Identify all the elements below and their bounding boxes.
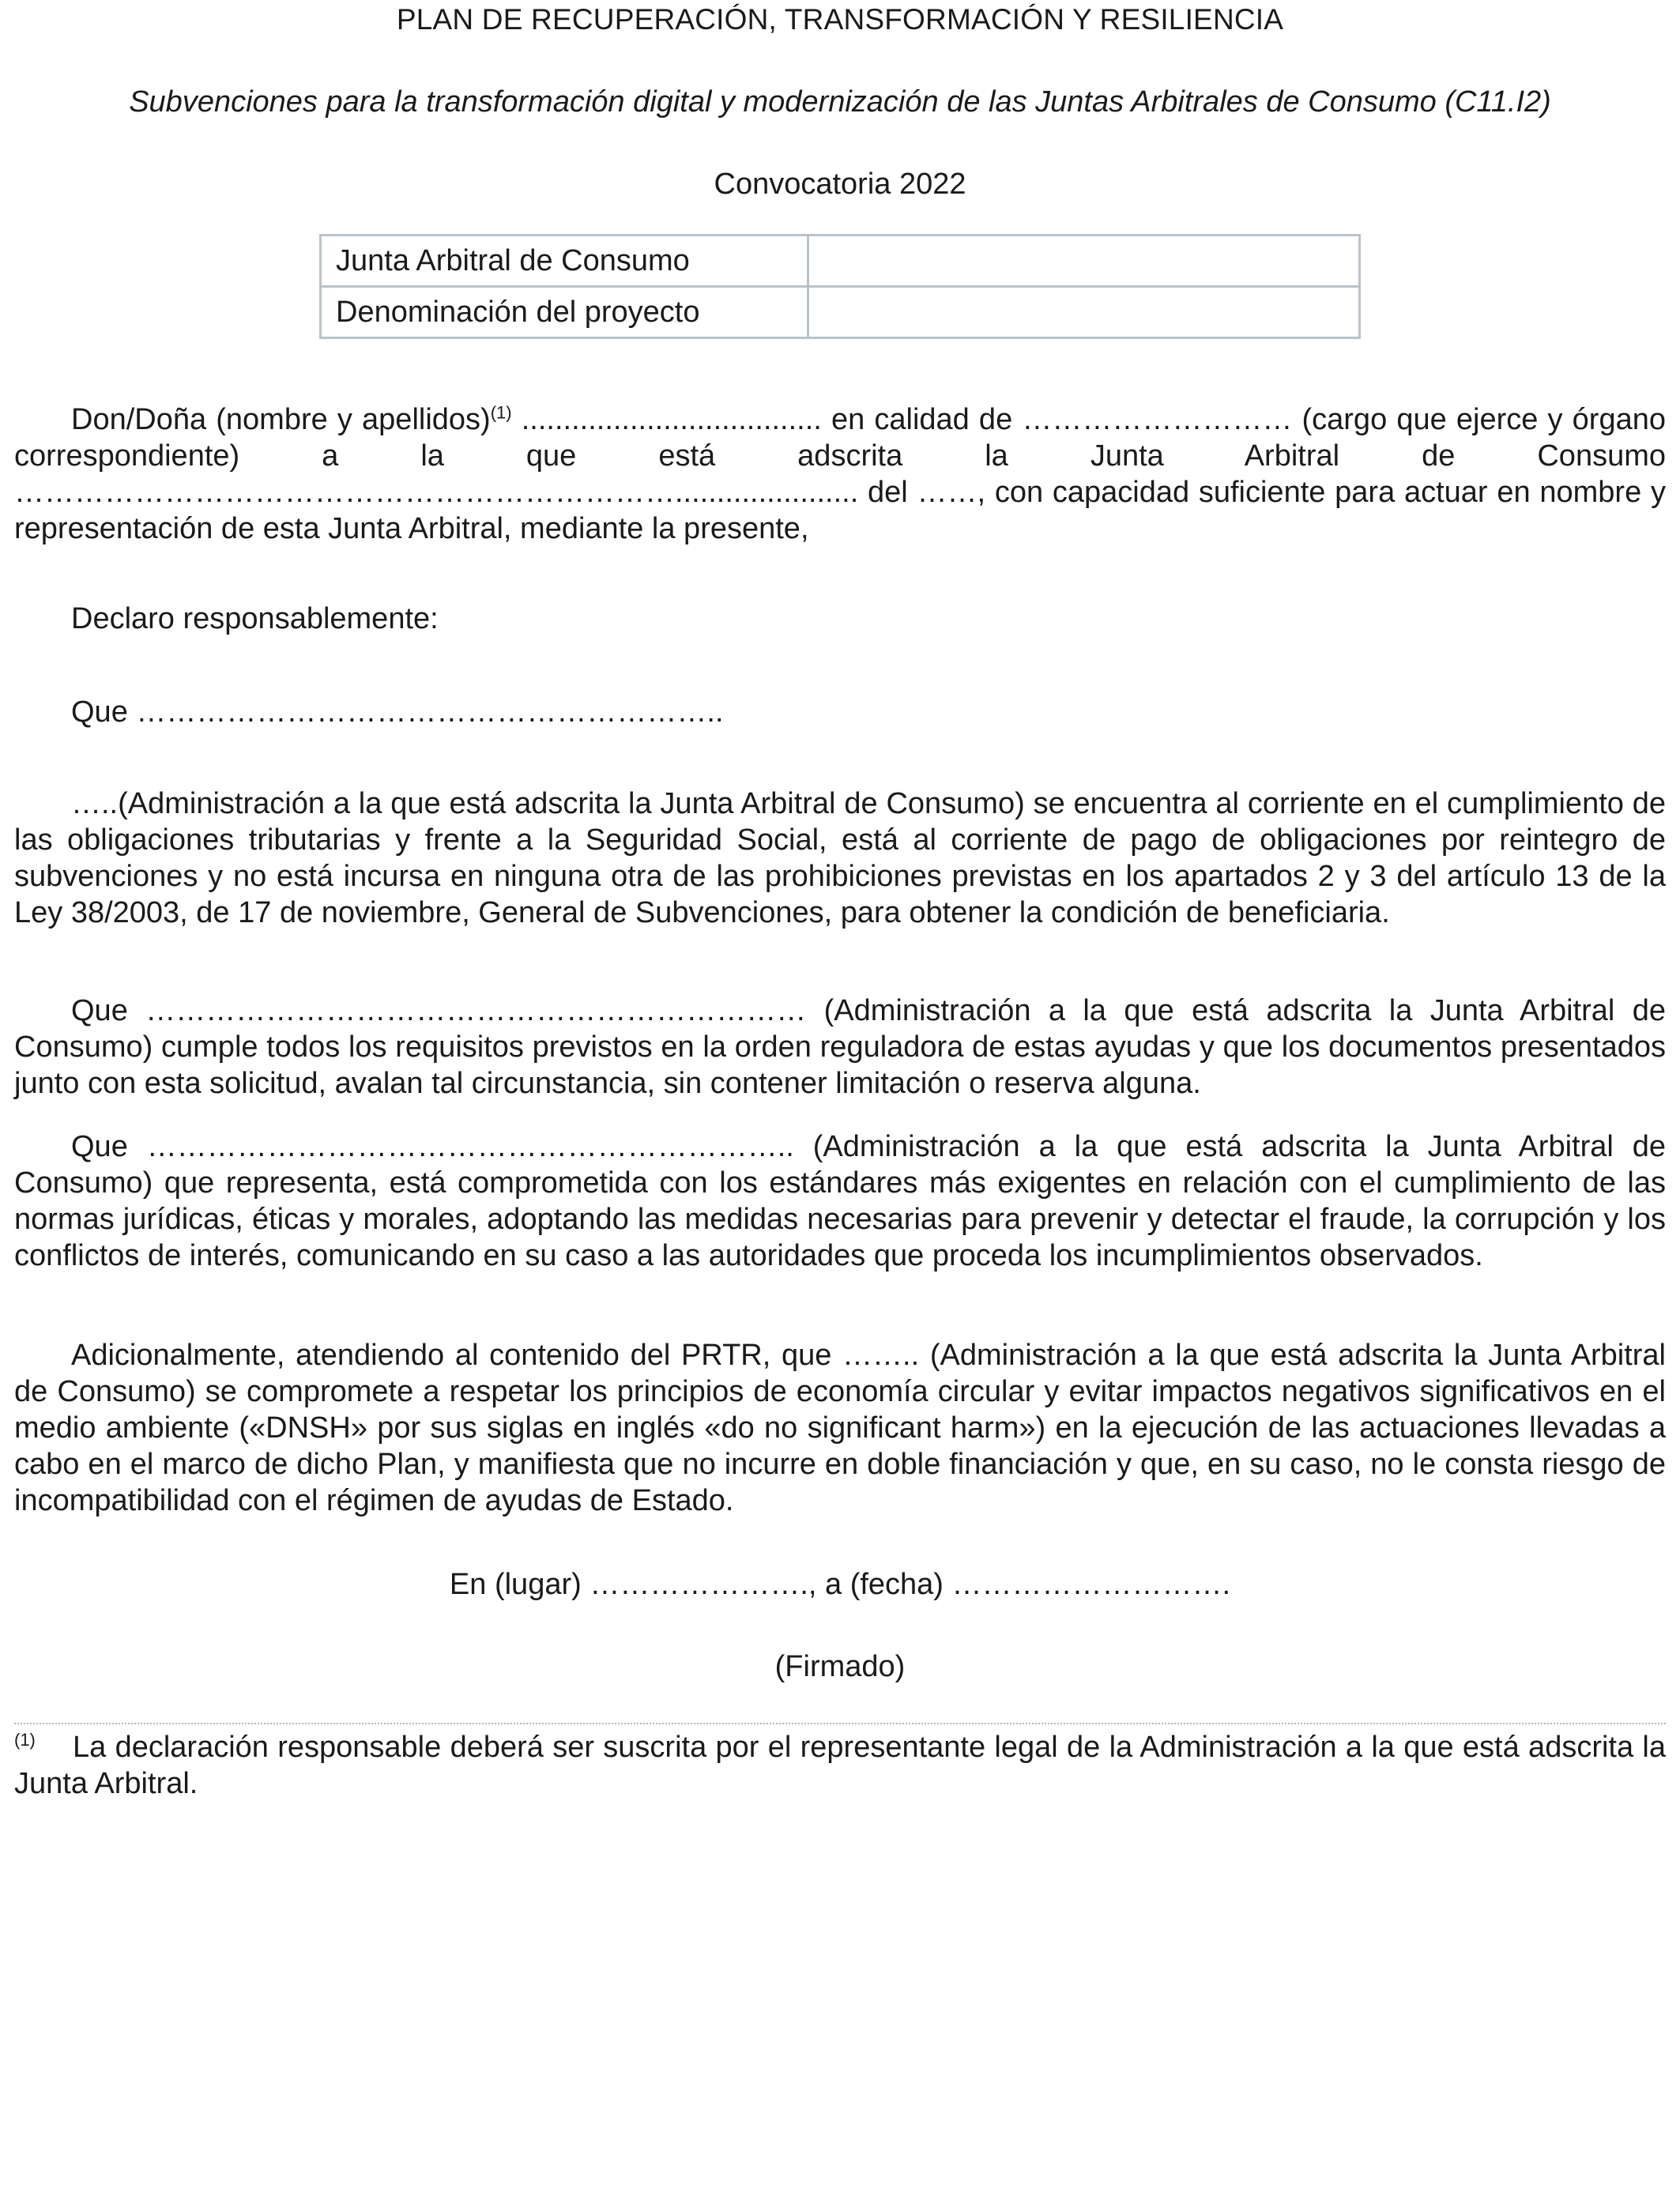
- document-subtitle: Subvenciones para la transformación digital y modernización de las Juntas Arbitrales de Consumo (C11.I2): [129, 85, 1551, 119]
- paragraph-administracion: …..(Administración a la que está adscrita la Junta Arbitral de Consumo) se encuentra al corriente en el cumplimiento de las obligaciones tributarias y frente a la Seguridad Social, está al corriente de pago de obligaciones por reintegro de subvenciones y no está incursa en ninguna otra de las prohibiciones previstas en los apartados 2 y 3 del artículo 13 de la Ley 38/2003, de 17 de noviembre, General de Subvenciones, para obtener la condición de beneficiaria.: [14, 787, 1666, 929]
- paragraph-representative: [14, 401, 1666, 547]
- document-title: PLAN DE RECUPERACIÓN, TRANSFORMACIÓN Y RESILIENCIA: [396, 3, 1284, 36]
- paragraph-que-1: Que …………………………………………………..: [71, 695, 724, 729]
- junta-arbitral-field[interactable]: [808, 235, 1360, 287]
- paragraph-adicionalmente: Adicionalmente, atendiendo al contenido del PRTR, que …….. (Administración a la que está adscrita la Junta Arbitral de Consumo) se compromete a respetar los principios de economía circular y evitar impactos negativos significativos en el medio ambiente («DNSH» por sus siglas en inglés «do no significant harm») en la ejecución de las actuaciones llevadas a cabo en el marco de dicho Plan, y manifiesta que no incurre en doble financiación y que, en su caso, no le consta riesgo de incompatibilidad con el régimen de ayudas de Estado.: [14, 1339, 1666, 1517]
- denominacion-proyecto-field[interactable]: [808, 287, 1360, 338]
- footnote-divider: [14, 1723, 1666, 1724]
- table-cell-label: Denominación del proyecto: [321, 287, 808, 338]
- paragraph-declaro: Declaro responsablemente:: [71, 602, 439, 635]
- footnote-reference: (1): [490, 402, 512, 423]
- representative-prefix: Don/Doña (nombre y apellidos): [71, 403, 491, 436]
- representative-text: .................................... en calidad de ……………………… (cargo que ejerce y órgano correspondiente) a la que está adscrita la Junta Arbitral de Consumo …………………………………………………………...................... del ……, con capacidad suficiente para actuar en nombre y representación de esta Junta Arbitral, mediante la presente,: [14, 403, 1666, 545]
- paragraph-que-2: Que ………………………………………………………… (Administración a la que está adscrita la Junta Arbitral de Consumo) cumple todos los requisitos previstos en la orden reguladora de estas ayudas y que los documentos presentados junto con esta solicitud, avalan tal circunstancia, sin contener limitación o reserva alguna.: [14, 994, 1666, 1100]
- table-row: [321, 235, 1360, 287]
- place-date-line: En (lugar) …………………., a (fecha) ……………………….: [449, 1568, 1231, 1601]
- table-cell-label: Junta Arbitral de Consumo: [321, 235, 808, 287]
- paragraph-que-3: Que ……………………………………………………….. (Administración a la que está adscrita la Junta Arbitral de Consumo) que representa, está comprometida con los estándares más exigentes en relación con el cumplimiento de las normas jurídicas, éticas y morales, adoptando las medidas necesarias para prevenir y detectar el fraude, la corrupción y los conflictos de interés, comunicando en su caso a las autoridades que proceda los incumplimientos observados.: [14, 1130, 1666, 1272]
- signature-label: (Firmado): [774, 1650, 906, 1683]
- footnote: (1) La declaración responsable deberá ser suscrita por el representante legal de la Administración a la que está adscrita la Junta Arbitral.: [14, 1730, 1666, 1800]
- table-row: [321, 287, 1360, 338]
- footnote-text: La declaración responsable deberá ser suscrita por el representante legal de la Administración a la que está adscrita la Junta Arbitral.: [14, 1731, 1666, 1800]
- convocatoria-label: Convocatoria 2022: [714, 168, 966, 201]
- document-page: [14, 0, 1666, 2189]
- info-table: [319, 234, 1361, 339]
